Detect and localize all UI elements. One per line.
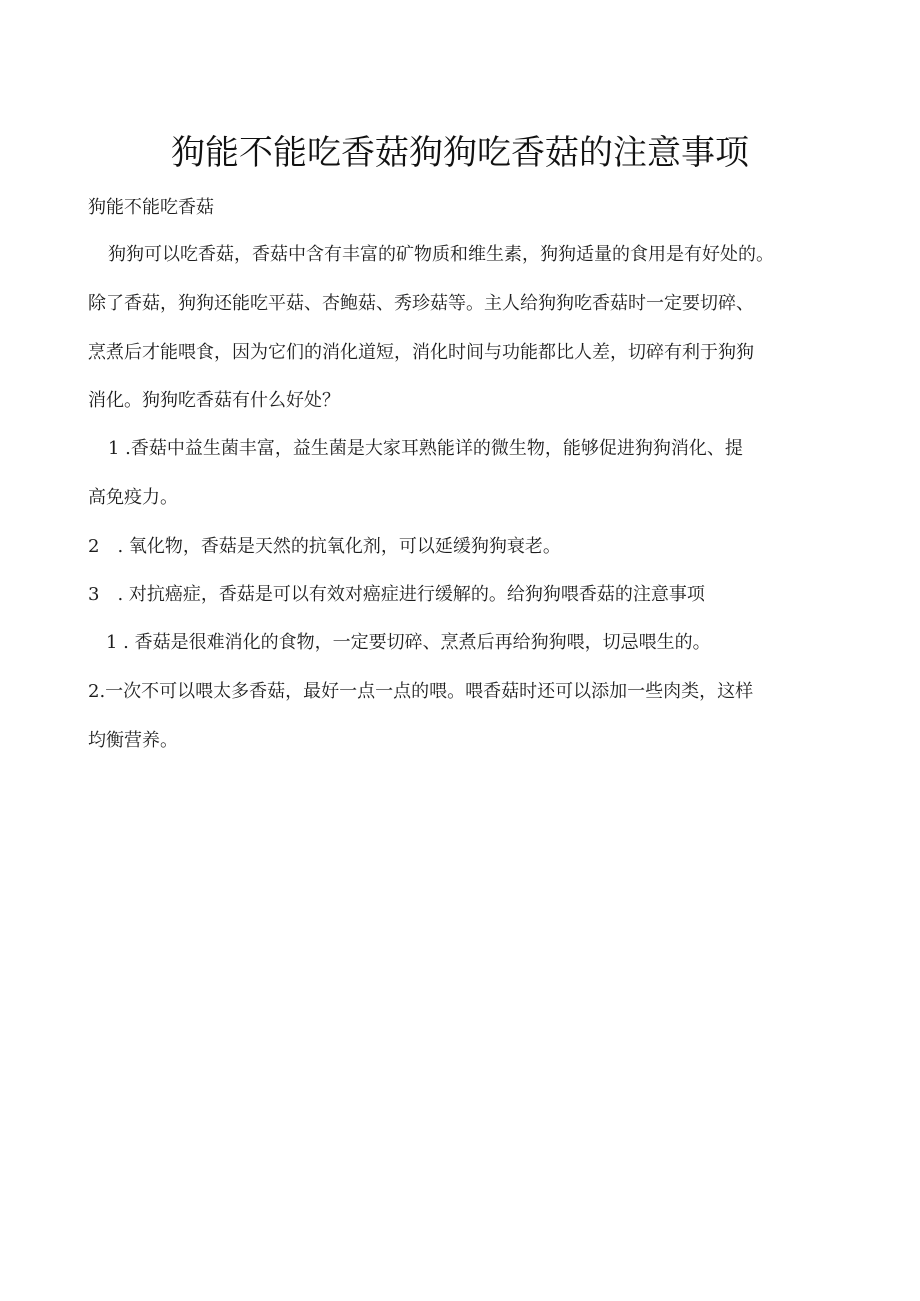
list-item-benefit-1-continued: 高免疫力。 xyxy=(88,487,178,508)
section-heading: 狗能不能吃香菇 xyxy=(88,197,214,218)
paragraph-line: 烹煮后才能喂食，因为它们的消化道短，消化时间与功能都比人差，切碎有利于狗狗 xyxy=(88,342,754,363)
document-title: 狗能不能吃香菇狗狗吃香菇的注意事项 xyxy=(171,133,749,173)
paragraph-line: 狗狗可以吃香菇，香菇中含有丰富的矿物质和维生素，狗狗适量的食用是有好处的。 xyxy=(108,244,774,265)
paragraph-line: 消化。狗狗吃香菇有什么好处？ xyxy=(88,390,340,411)
paragraph-line: 除了香菇，狗狗还能吃平菇、杏鲍菇、秀珍菇等。主人给狗狗吃香菇时一定要切碎、 xyxy=(88,293,754,314)
list-item-caution-2: 2.一次不可以喂太多香菇，最好一点一点的喂。喂香菇时还可以添加一些肉类，这样 xyxy=(88,681,754,702)
list-item-benefit-3: 3 . 对抗癌症，香菇是可以有效对癌症进行缓解的。给狗狗喂香菇的注意事项 xyxy=(88,584,705,605)
list-item-caution-2-continued: 均衡营养。 xyxy=(88,730,178,751)
list-item-benefit-1: 1 .香菇中益生菌丰富，益生菌是大家耳熟能详的微生物，能够促进狗狗消化、提 xyxy=(108,438,743,459)
list-item-benefit-2: 2 . 氧化物，香菇是天然的抗氧化剂，可以延缓狗狗衰老。 xyxy=(88,536,561,557)
list-item-caution-1: 1 . 香菇是很难消化的食物，一定要切碎、烹煮后再给狗狗喂，切忌喂生的。 xyxy=(106,632,711,653)
